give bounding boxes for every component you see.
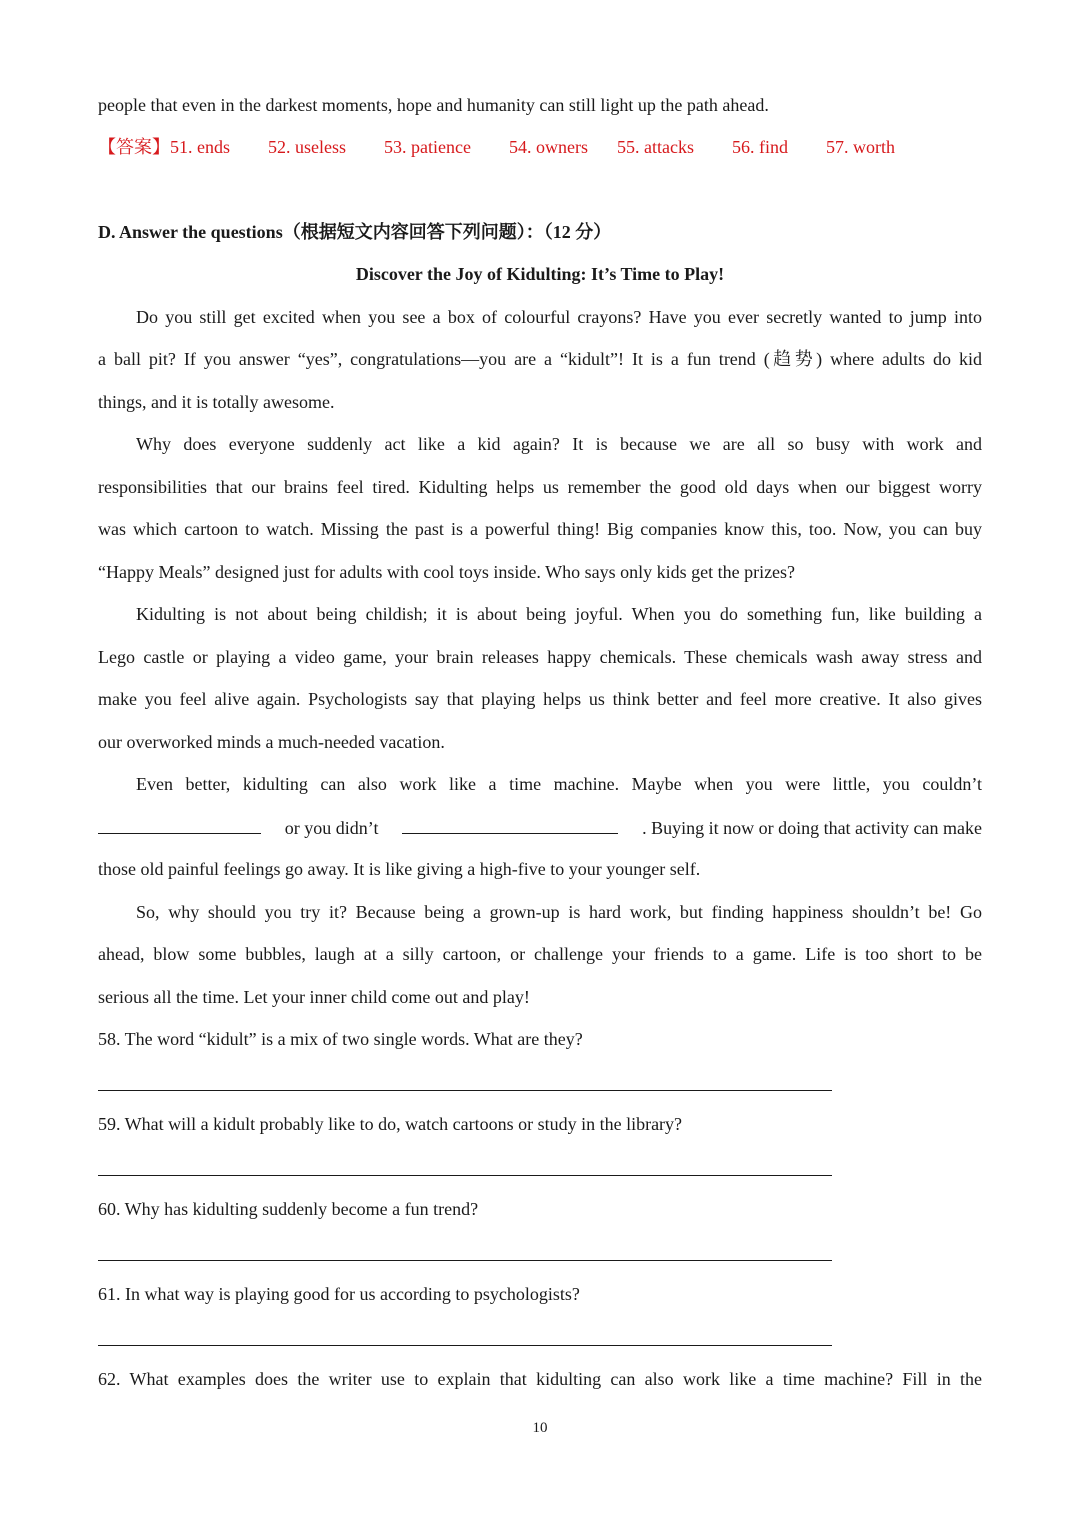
continuation-line: people that even in the darkest moments, hope and humanity can still light up the path ahead. (98, 95, 769, 115)
page-number: 10 (532, 1420, 548, 1436)
question-58: 58. The word “kidult” is a mix of two single words. What are they? (98, 1029, 583, 1049)
passage-line: responsibilities that our brains feel tired. Kidulting helps us remember the good old days when our biggest worry (98, 477, 982, 497)
passage-line: “Happy Meals” designed just for adults with cool toys inside. Who says only kids get the prizes? (98, 562, 796, 582)
question-59: 59. What will a kidult probably like to do, watch cartoons or study in the library? (98, 1114, 683, 1134)
passage-line: Even better, kidulting can also work like a time machine. Maybe when you were little, you couldn’t (136, 774, 982, 794)
document-page (98, 0, 982, 1528)
passage-line: serious all the time. Let your inner child come out and play! (98, 987, 530, 1007)
answer-key-label: 【答案】 (98, 137, 170, 157)
section-heading: D. Answer the questions（根据短文内容回答下列问题）：（12 分） (98, 222, 612, 242)
blank-trailing-text: . Buying it now or doing that activity can make (642, 818, 982, 838)
question-62: 62. What examples does the writer use to explain that kidulting can also work like a time machine? Fill in the (98, 1369, 982, 1389)
passage-line: ahead, blow some bubbles, laugh at a silly cartoon, or challenge your friends to a game. Life is too short to be (98, 944, 982, 964)
answer-line[interactable] (98, 1345, 832, 1346)
answer-key (98, 135, 895, 159)
answer-item: 51. ends (170, 137, 230, 157)
passage-line: Lego castle or playing a video game, your brain releases happy chemicals. These chemicals wash away stress and (98, 647, 982, 667)
answer-item: 53. patience (384, 137, 471, 157)
answer-item: 55. attacks (616, 137, 694, 157)
answer-item: 52. useless (268, 137, 346, 157)
answer-item: 54. owners (508, 137, 588, 157)
answer-line[interactable] (98, 1090, 832, 1091)
answer-item: 57. worth (825, 137, 895, 157)
question-61: 61. In what way is playing good for us according to psychologists? (98, 1284, 580, 1304)
question-60: 60. Why has kidulting suddenly become a fun trend? (98, 1199, 479, 1219)
answer-line[interactable] (98, 1260, 832, 1261)
passage-line: Do you still get excited when you see a box of colourful crayons? Have you ever secretly wanted to jump into (136, 307, 982, 327)
passage-line: make you feel alive again. Psychologists say that playing helps us think better and feel more creative. It also gives (98, 689, 982, 709)
answer-line[interactable] (98, 1175, 832, 1176)
blank-connector: or you didn’t (284, 818, 379, 838)
passage-line: a ball pit? If you answer “yes”, congratulations—you are a “kidult”! It is a fun trend (趋势) where adults do kid (98, 349, 982, 369)
passage-line-with-blanks (98, 815, 982, 840)
answer-item: 56. find (731, 137, 788, 157)
fill-in-blank[interactable] (402, 815, 618, 834)
passage-line: our overworked minds a much-needed vacation. (98, 732, 445, 752)
passage-line: things, and it is totally awesome. (98, 392, 335, 412)
passage-title: Discover the Joy of Kidulting: It’s Time to Play! (355, 264, 725, 284)
passage-line: Kidulting is not about being childish; it is about being joyful. When you do something fun, like building a (136, 604, 982, 624)
passage-line: So, why should you try it? Because being a grown-up is hard work, but finding happiness shouldn’t be! Go (136, 902, 982, 922)
passage-line: was which cartoon to watch. Missing the past is a powerful thing! Big companies know this, too. Now, you can buy (98, 519, 982, 539)
passage-line: those old painful feelings go away. It is like giving a high-five to your younger self. (98, 859, 701, 879)
fill-in-blank[interactable] (98, 815, 261, 834)
passage-line: Why does everyone suddenly act like a kid again? It is because we are all so busy with work and (136, 434, 982, 454)
